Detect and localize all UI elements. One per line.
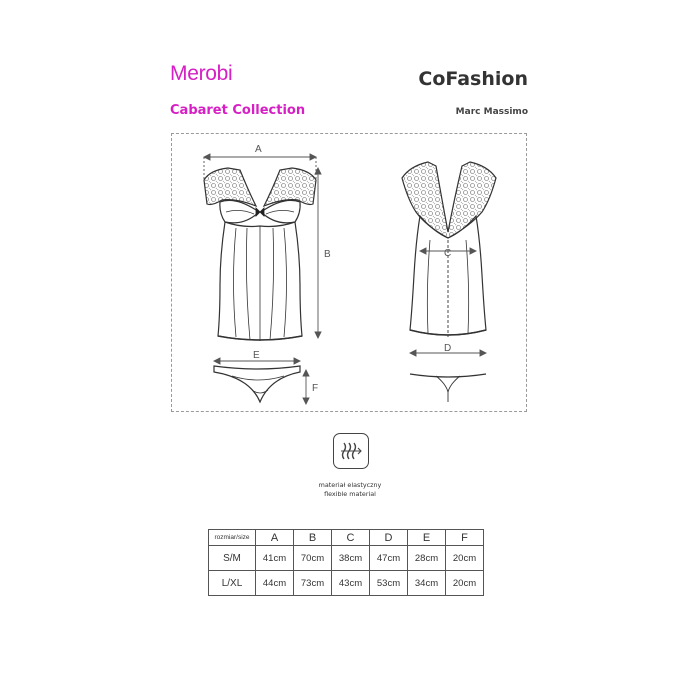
table-cell: 53cm (370, 571, 408, 596)
size-table-header (209, 530, 484, 546)
dimension-label-e: E (253, 350, 260, 361)
table-cell: 20cm (446, 546, 484, 571)
table-cell: 41cm (256, 546, 294, 571)
table-cell: 44cm (256, 571, 294, 596)
column-header-c: C (332, 530, 370, 546)
collection-name: Cabaret Collection (170, 103, 306, 118)
table-cell: 28cm (408, 546, 446, 571)
table-cell: 73cm (294, 571, 332, 596)
table-cell: 34cm (408, 571, 446, 596)
column-header-e: E (408, 530, 446, 546)
dimension-label-b: B (324, 249, 331, 260)
material-label-pl: materiał elastyczny (318, 481, 382, 489)
column-header-f: F (446, 530, 484, 546)
size-table-corner: rozmiar/size (209, 530, 256, 546)
size-table (208, 529, 484, 596)
designer-name: Marc Massimo (455, 107, 528, 117)
stretch-waves-icon (339, 440, 363, 462)
table-cell: 38cm (332, 546, 370, 571)
dimension-label-d: D (444, 343, 452, 354)
back-thong-drawing (410, 374, 486, 402)
material-label-en: flexible material (324, 490, 376, 498)
table-row (209, 571, 484, 596)
size-cell: L/XL (209, 571, 256, 596)
dimension-label-a: A (255, 144, 262, 155)
column-header-a: A (256, 530, 294, 546)
table-row (209, 546, 484, 571)
column-header-d: D (370, 530, 408, 546)
product-name: Merobi (170, 62, 233, 85)
column-header-b: B (294, 530, 332, 546)
size-cell: S/M (209, 546, 256, 571)
table-cell: 43cm (332, 571, 370, 596)
brand-logo: CoFashion (418, 68, 528, 90)
front-thong-drawing (214, 366, 300, 402)
dimension-label-c: C (444, 248, 452, 259)
table-cell: 47cm (370, 546, 408, 571)
elastic-material-icon (333, 433, 369, 469)
back-lace (402, 162, 496, 238)
dimension-label-f: F (312, 383, 319, 394)
table-cell: 20cm (446, 571, 484, 596)
table-cell: 70cm (294, 546, 332, 571)
front-chemise-drawing (204, 168, 316, 341)
